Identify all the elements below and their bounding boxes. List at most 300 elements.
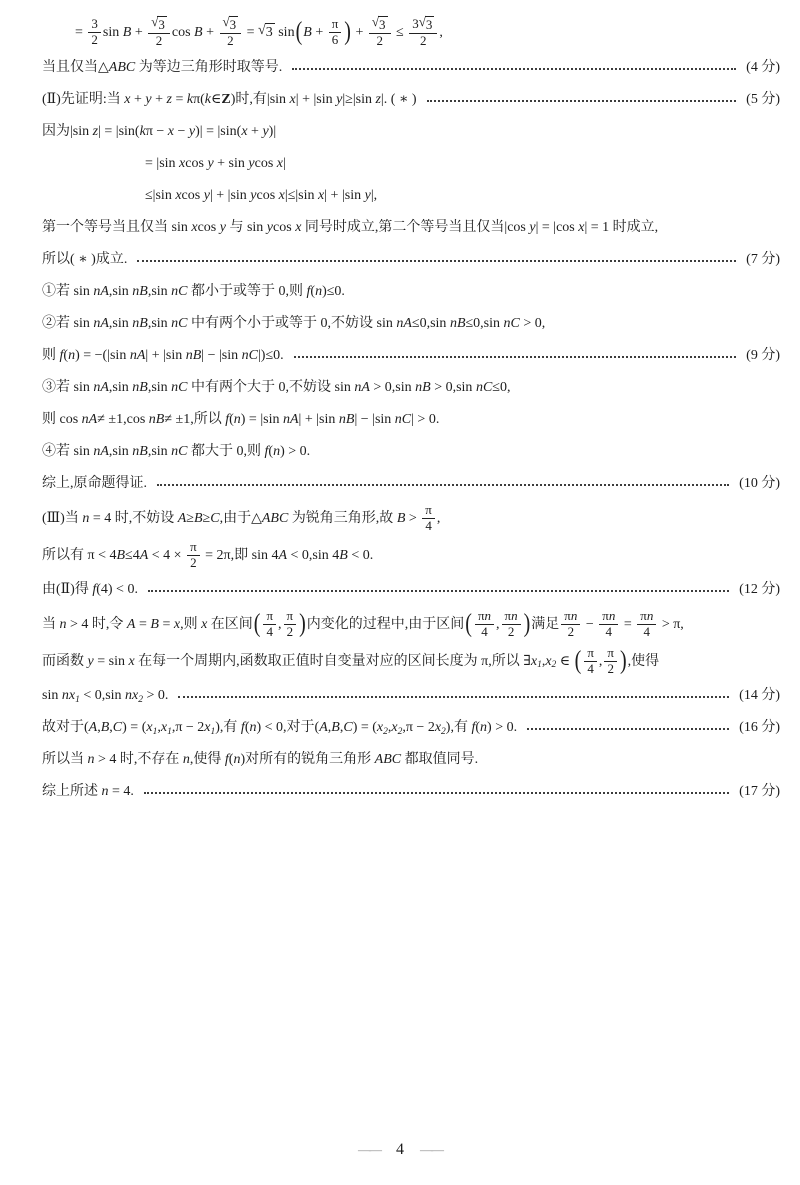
text-run: ,则 — [180, 616, 202, 632]
text-run: 3 — [158, 17, 165, 32]
text-run: 由(Ⅱ)得 — [42, 582, 93, 598]
radicand — [425, 16, 435, 33]
math-variable: n — [315, 284, 323, 300]
text-run: 2 — [607, 660, 614, 676]
text-run: 同号时成立,第二个等号当且仅当|cos — [301, 220, 530, 236]
solution-line — [42, 85, 780, 115]
math-variable: y — [336, 92, 343, 108]
text-run: ≤ — [392, 24, 408, 40]
fraction-numerator — [604, 646, 617, 662]
text-run: 2 — [376, 33, 383, 49]
text-run: > 4 时,不存在 — [94, 751, 183, 767]
math-variable: y — [203, 188, 210, 204]
text-run: 2 — [155, 33, 163, 49]
math-variable: B — [150, 616, 159, 632]
fraction-numerator — [584, 646, 597, 662]
math-variable: n — [273, 444, 281, 460]
text-run: |≤|sin — [284, 188, 319, 204]
score-label: (16 分) — [739, 719, 780, 735]
math-variable: A — [88, 719, 98, 735]
radicand — [378, 16, 388, 33]
text-run: cos — [256, 188, 279, 204]
math-variable: nB — [148, 412, 165, 428]
text-run: 3 — [265, 25, 273, 41]
text-run: < 0. — [347, 547, 374, 563]
math-variable: x — [173, 616, 181, 632]
text-run: | > 0. — [411, 412, 440, 428]
solution-line — [42, 53, 780, 83]
dots-leader — [527, 728, 729, 730]
text-run: ( — [475, 719, 481, 735]
text-run: ,sin — [147, 380, 172, 396]
radical-icon: √ — [418, 14, 426, 29]
text-run: )≤0. — [322, 284, 345, 300]
math-variable: nC — [171, 380, 188, 396]
math-variable: x — [318, 188, 325, 204]
text-run: , — [327, 719, 332, 735]
square-root — [419, 16, 435, 33]
text-run: 当 — [42, 616, 60, 632]
math-variable: n — [484, 607, 492, 623]
text-run: = — [135, 616, 151, 632]
solution-line — [42, 309, 780, 339]
math-variable: f — [471, 719, 476, 735]
score-label: (17 分) — [739, 783, 780, 799]
solution-line — [42, 777, 780, 807]
dots-leader — [157, 484, 729, 486]
math-variable: nC — [475, 380, 493, 396]
text-run: 6 — [331, 32, 339, 48]
square-root — [151, 16, 167, 33]
text-run: 3 — [91, 16, 98, 32]
math-variable: n — [82, 510, 90, 526]
dots-leader — [144, 792, 729, 794]
math-variable: y — [207, 156, 214, 172]
big-paren: ( — [253, 609, 261, 639]
text-run: ≤0,sin — [465, 316, 504, 332]
text-run: 综上所述 — [42, 783, 102, 799]
text-run: ,π − 2 — [402, 719, 435, 735]
score-label: (10 分) — [739, 476, 780, 492]
text-run: π( — [193, 92, 205, 108]
math-variable: x — [204, 719, 211, 735]
text-run: > π, — [658, 616, 684, 632]
math-subscript: 2 — [441, 726, 446, 737]
math-variable: x — [578, 220, 585, 236]
fraction-denominator — [641, 625, 654, 640]
text-run: 中有两个小于或等于 0,不妨设 sin — [187, 316, 397, 332]
solution-line — [42, 149, 780, 179]
score-label: (9 分) — [746, 348, 780, 364]
text-run: (4) < 0. — [96, 582, 138, 598]
solution-line — [42, 373, 780, 403]
math-variable: ABC — [108, 60, 136, 76]
math-variable: z — [375, 92, 381, 108]
math-variable: f — [224, 751, 229, 767]
math-variable: nC — [241, 348, 258, 364]
fraction-numerator — [148, 16, 170, 34]
text-run: | − |sin — [201, 348, 242, 364]
fraction-numerator — [284, 609, 297, 625]
math-variable: f — [240, 719, 245, 735]
text-run: ) = ( — [122, 719, 147, 735]
math-variable: f — [225, 412, 230, 428]
fraction-denominator — [565, 625, 578, 640]
text-run: π — [587, 644, 594, 660]
text-run: > — [405, 510, 421, 526]
text-run: | + |sin — [295, 92, 337, 108]
text-run: )| — [268, 124, 277, 140]
text-run: ≠ ±1,cos — [97, 412, 149, 428]
math-subscript: 2 — [551, 660, 557, 671]
text-run: sin — [42, 687, 62, 703]
big-paren: ( — [574, 646, 582, 675]
text-run: π − — [145, 124, 168, 140]
square-root — [258, 23, 275, 42]
dots-leader — [178, 696, 729, 698]
text-run: 2 — [507, 623, 515, 639]
math-variable: C — [112, 719, 123, 735]
text-run: ≥ — [202, 510, 211, 526]
fraction-denominator — [263, 625, 276, 640]
math-variable: x — [146, 719, 153, 735]
math-variable: y — [364, 188, 371, 204]
text-run: 内变化的过程中,由于区间 — [306, 616, 465, 632]
math-variable: B — [303, 24, 312, 40]
radicand — [157, 16, 167, 33]
solution-line — [42, 745, 780, 775]
text-run: , — [278, 616, 282, 632]
fraction-denominator — [505, 625, 518, 640]
text-run: 4 — [643, 623, 651, 639]
text-run: (Ⅱ)先证明:当 — [42, 92, 125, 108]
text-run: π — [640, 607, 647, 623]
fraction — [599, 607, 618, 642]
text-run: ( — [268, 444, 274, 460]
fraction-numerator — [187, 540, 200, 556]
text-run: ④若 sin — [42, 444, 94, 460]
math-subscript: 1 — [167, 726, 172, 737]
text-run: | — [283, 156, 286, 172]
math-variable: nC — [171, 444, 188, 460]
solution-line — [42, 277, 780, 307]
math-variable: nA — [129, 348, 146, 364]
text-run: = 4 时,不妨设 — [89, 510, 178, 526]
math-variable: nB — [132, 444, 148, 460]
text-run: 2 — [227, 33, 234, 49]
fraction — [284, 607, 297, 642]
math-variable: nA — [93, 316, 109, 332]
text-run: π — [504, 607, 512, 623]
fraction — [220, 14, 242, 51]
text-run: π — [607, 644, 614, 660]
dots-leader — [294, 356, 737, 358]
text-run: 所以当 — [42, 751, 88, 767]
text-run: 4 — [425, 518, 432, 534]
math-variable: x — [276, 156, 283, 172]
text-run: cos — [181, 188, 204, 204]
text-run: ) = |sin — [240, 412, 283, 428]
text-run: 4 — [605, 623, 613, 639]
text-run: 都大于 0,则 — [187, 444, 265, 460]
math-variable: n — [87, 751, 95, 767]
math-variable: ABC — [374, 751, 402, 767]
footer-dash-left: —— — [358, 1142, 380, 1157]
math-variable: k — [204, 92, 212, 108]
text-run: , — [387, 719, 392, 735]
math-variable: A — [139, 547, 149, 563]
fraction-numerator — [409, 16, 437, 34]
text-run: π — [190, 539, 197, 555]
text-run: | + |sin — [209, 188, 251, 204]
solution-line — [42, 213, 780, 243]
math-variable: nA — [354, 380, 370, 396]
math-variable: C — [210, 510, 220, 526]
solution-line — [42, 575, 780, 605]
fraction — [584, 644, 597, 679]
text-run: , — [436, 510, 441, 526]
text-run: ),有 — [215, 719, 241, 735]
text-run: |, — [370, 188, 378, 204]
math-variable: n — [233, 751, 241, 767]
math-variable: z — [166, 92, 172, 108]
math-variable: nB — [132, 316, 148, 332]
fraction-denominator — [224, 34, 237, 49]
math-variable: nB — [132, 284, 148, 300]
radical-icon: √ — [151, 14, 159, 29]
fraction-denominator — [329, 33, 342, 48]
math-variable: y — [248, 156, 255, 172]
text-run: | = 1 时成立, — [584, 220, 659, 236]
fraction — [604, 644, 617, 679]
math-variable: nC — [503, 316, 520, 332]
fraction-denominator — [584, 662, 597, 677]
text-run: π — [286, 607, 294, 623]
text-run: ) = ( — [352, 719, 377, 735]
text-run: 4 — [587, 660, 594, 676]
text-run: ,π − 2 — [171, 719, 205, 735]
text-run: 2 — [286, 623, 294, 639]
fraction-numerator — [88, 17, 101, 33]
score-label: (14 分) — [739, 687, 780, 703]
math-variable: C — [343, 719, 353, 735]
math-subscript: 2 — [383, 726, 388, 737]
math-variable: n — [182, 751, 190, 767]
fraction-denominator — [373, 34, 386, 49]
math-variable: nA — [93, 444, 109, 460]
math-variable: y — [250, 188, 257, 204]
math-variable: nC — [171, 316, 188, 332]
text-run: 4 — [481, 623, 488, 639]
math-variable: y — [145, 92, 152, 108]
text-run: ≥ — [186, 510, 194, 526]
math-variable: B — [100, 719, 110, 735]
fraction — [561, 607, 580, 642]
fraction — [88, 15, 101, 50]
math-variable: A — [126, 616, 136, 632]
text-run: π — [602, 607, 609, 623]
text-run: π — [331, 16, 339, 32]
square-root — [223, 16, 239, 33]
text-run: , — [598, 653, 603, 669]
radical-icon: √ — [258, 23, 266, 39]
fraction-numerator — [475, 609, 494, 625]
solution-line — [42, 501, 780, 536]
text-run: π — [477, 607, 485, 623]
math-variable: n — [249, 719, 257, 735]
fraction — [329, 15, 342, 50]
text-run: ) = −(|sin — [75, 348, 130, 364]
text-run: 所以有 π < 4 — [42, 547, 117, 563]
math-variable: n — [68, 348, 76, 364]
text-run: 都取值同号. — [401, 751, 479, 767]
math-variable: x — [201, 616, 208, 632]
math-variable: n — [101, 783, 109, 799]
fraction — [502, 607, 521, 642]
math-variable: nC — [394, 412, 412, 428]
text-run: 都小于或等于 0,则 — [187, 284, 307, 300]
math-variable: y — [87, 653, 94, 669]
math-subscript: 1 — [210, 726, 216, 737]
score-label: (4 分) — [746, 60, 780, 76]
fraction — [187, 538, 200, 573]
text-run: ( — [229, 412, 234, 428]
math-bold-symbol: Z — [221, 92, 231, 108]
text-run: > 0,sin — [369, 380, 416, 396]
math-variable: x — [179, 156, 186, 172]
math-variable: y — [262, 124, 269, 140]
math-subscript: 1 — [75, 694, 80, 705]
math-variable: nB — [449, 316, 466, 332]
math-variable: x — [391, 719, 398, 735]
text-run: + — [311, 24, 327, 40]
text-run: ,使得 — [189, 751, 225, 767]
text-run: 满足 — [531, 616, 560, 632]
solution-line — [42, 405, 780, 435]
text-run: cos — [254, 156, 277, 172]
math-variable: n — [480, 719, 488, 735]
math-subscript: 1 — [152, 726, 158, 737]
square-root — [372, 16, 388, 33]
fraction-numerator — [369, 16, 391, 34]
math-variable: B — [122, 24, 132, 40]
radicand — [265, 23, 275, 42]
big-paren: ) — [619, 646, 627, 675]
text-run: ,sin — [108, 380, 133, 396]
math-variable: x — [175, 188, 182, 204]
text-run: ≤|sin — [145, 188, 176, 204]
text-run: | + |sin — [324, 188, 365, 204]
text-run: > 4 时,令 — [66, 616, 127, 632]
math-variable: nB — [338, 412, 355, 428]
fraction-denominator — [422, 519, 435, 534]
score-label: (12 分) — [739, 582, 780, 598]
text-run: 在区间 — [207, 616, 253, 632]
math-variable: x — [191, 220, 198, 236]
fraction-denominator — [417, 34, 430, 49]
fraction — [637, 607, 656, 642]
math-variable: ABC — [261, 510, 289, 526]
big-paren: ) — [523, 609, 531, 639]
text-run: 4 — [266, 623, 273, 639]
text-run: 在每一个周期内,函数取正值时自变量对应的区间长度为 π,所以 ∃ — [134, 653, 531, 669]
text-run: ,使得 — [627, 653, 660, 669]
text-run: 故对于( — [42, 719, 89, 735]
math-variable: nA — [81, 412, 98, 428]
text-run: 而函数 — [42, 653, 88, 669]
solution-line — [42, 181, 780, 211]
text-run: > 0,sin — [430, 380, 476, 396]
text-run: ≤0,sin — [411, 316, 450, 332]
fraction-numerator — [561, 609, 580, 625]
text-run: cos — [273, 220, 296, 236]
math-variable: x — [278, 188, 285, 204]
text-run: = sin — [93, 653, 129, 669]
math-variable: f — [59, 348, 64, 364]
text-run: ≠ ±1,所以 — [164, 412, 226, 428]
big-paren: ) — [299, 609, 306, 639]
text-run: |≥|sin — [342, 92, 376, 108]
fraction-denominator — [284, 625, 297, 640]
text-run: ,sin — [108, 316, 133, 332]
text-run: | = |sin( — [98, 124, 140, 140]
text-run: ①若 sin — [42, 284, 94, 300]
text-run: 中有两个大于 0,不妨设 sin — [187, 380, 355, 396]
text-run: 当且仅当△ — [42, 60, 109, 76]
text-run: < 0,sin — [79, 687, 126, 703]
fraction-denominator — [603, 625, 616, 640]
text-run: > 0. — [143, 687, 169, 703]
fraction-numerator — [599, 609, 618, 625]
text-run: ,sin — [147, 284, 172, 300]
fraction-denominator — [187, 556, 200, 571]
math-variable: nB — [132, 380, 148, 396]
page-number: 4 — [396, 1141, 404, 1158]
text-run: = |sin — [145, 156, 180, 172]
text-run: (Ⅲ)当 — [42, 510, 83, 526]
text-run: , — [339, 719, 344, 735]
text-run: ,由于△ — [219, 510, 262, 526]
radical-icon: √ — [371, 14, 380, 29]
text-run: 3 — [425, 17, 433, 32]
text-run: = — [75, 24, 87, 40]
text-run: ( — [63, 348, 69, 364]
text-run: + — [247, 124, 263, 140]
text-run: ∈ — [211, 92, 222, 108]
fraction-numerator — [637, 609, 656, 625]
text-run: 3 — [229, 17, 237, 32]
text-run: > 0, — [519, 316, 546, 332]
math-variable: y — [529, 220, 536, 236]
big-paren: ( — [465, 609, 472, 639]
math-variable: x — [295, 220, 302, 236]
fraction-denominator — [88, 33, 101, 48]
fraction-numerator — [220, 16, 242, 34]
math-variable: n — [59, 616, 67, 632]
text-run: ≤0, — [492, 380, 511, 396]
text-run: + — [202, 24, 218, 40]
fraction — [475, 607, 494, 642]
text-run: π — [564, 607, 571, 623]
math-variable: n — [233, 412, 241, 428]
text-run: + — [130, 92, 146, 108]
fraction — [263, 607, 276, 642]
score-label: (7 分) — [746, 252, 780, 268]
fraction-numerator — [263, 609, 276, 625]
text-run: 3 — [379, 17, 386, 32]
fraction — [148, 14, 170, 51]
math-variable: B — [339, 547, 348, 563]
